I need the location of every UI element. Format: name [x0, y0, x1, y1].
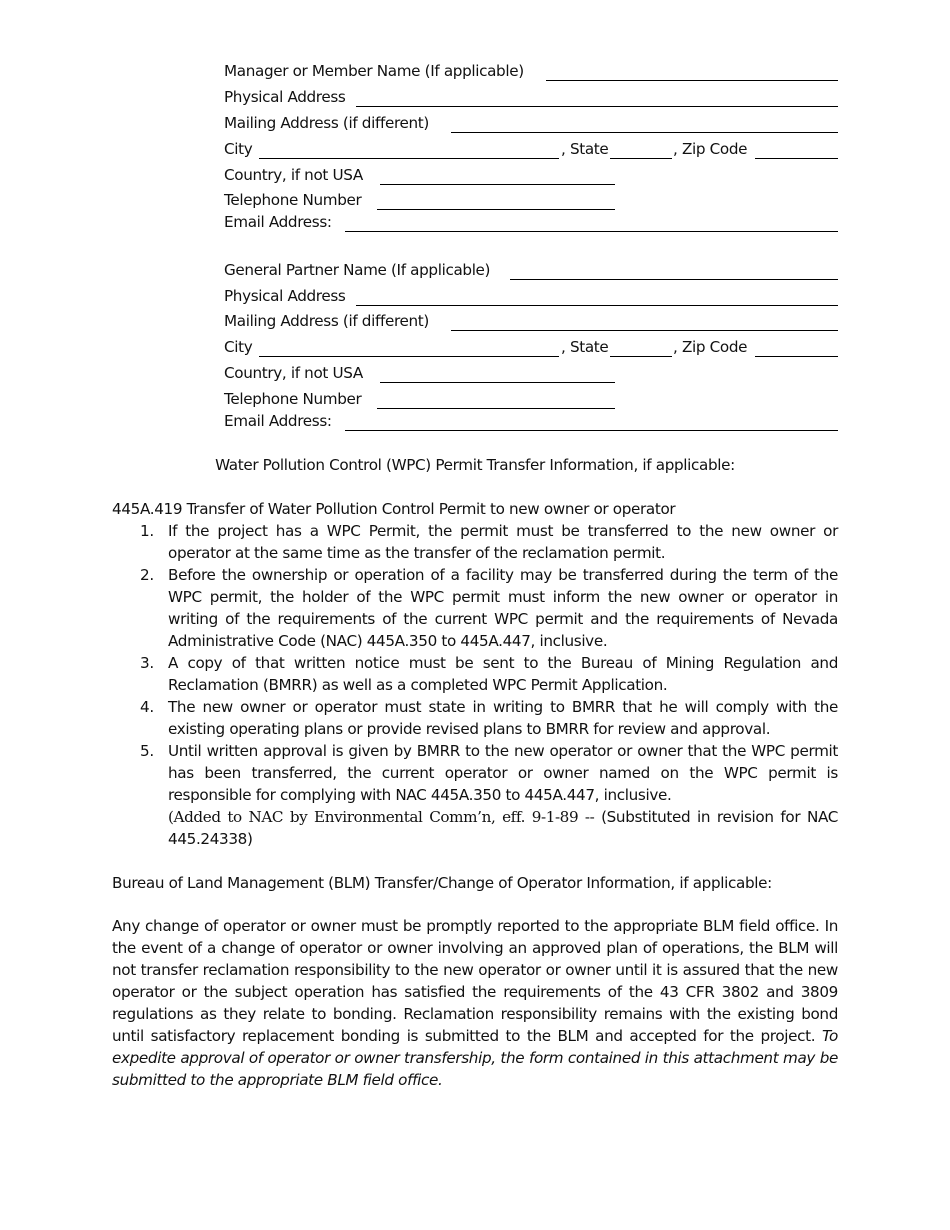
- partner-name-label: General Partner Name (If applicable): [224, 261, 491, 279]
- wpc-section-title: 445A.419 Transfer of Water Pollution Control Permit to new owner or operator: [112, 500, 676, 518]
- manager-zip-label: , Zip Code: [673, 140, 748, 158]
- list-item-number: 1.: [140, 522, 154, 540]
- partner-mailing-address-label: Mailing Address (if different): [224, 312, 429, 330]
- manager-telephone-label: Telephone Number: [224, 191, 362, 209]
- list-item: [112, 520, 838, 564]
- manager-physical-address-field[interactable]: [356, 106, 838, 107]
- partner-email-field[interactable]: [345, 430, 838, 431]
- manager-city-label: City: [224, 140, 253, 158]
- list-item-number: 4.: [140, 698, 154, 716]
- manager-state-field[interactable]: [610, 158, 672, 159]
- list-item: [112, 652, 838, 696]
- list-item-text: A copy of that written notice must be sent to the Bureau of Mining Regulation and Reclamation (BMRR) as well as a completed WPC Permit Application.: [168, 654, 838, 694]
- list-item: [112, 696, 838, 740]
- partner-country-label: Country, if not USA: [224, 364, 363, 382]
- partner-city-field[interactable]: [259, 356, 559, 357]
- list-item-text: Before the ownership or operation of a facility may be transferred during the term of the WPC permit, the holder of the WPC permit must inform the new owner or operator in writing of the requirements of the current WPC permit and the requirements of Nevada Administrative Code (NAC) 445A.350 to 445A.447, inclusive.: [168, 566, 838, 650]
- blm-paragraph-italic: To expedite approval of operator or owner transfership, the form contained in this attachment may be submitted to the appropriate BLM field office.: [112, 1027, 838, 1089]
- list-item-text: Until written approval is given by BMRR to the new operator or owner that the WPC permit has been transferred, the current operator or owner named on the WPC permit is responsible for complying with NAC 445A.350 to 445A.447, inclusive.: [168, 742, 838, 804]
- list-item-number: 2.: [140, 566, 154, 584]
- partner-telephone-field[interactable]: [377, 408, 615, 409]
- partner-state-field[interactable]: [610, 356, 672, 357]
- list-item-text: If the project has a WPC Permit, the permit must be transferred to the new owner or operator at the same time as the transfer of the reclamation permit.: [168, 522, 838, 562]
- manager-name-label: Manager or Member Name (If applicable): [224, 62, 524, 80]
- partner-city-label: City: [224, 338, 253, 356]
- manager-country-label: Country, if not USA: [224, 166, 363, 184]
- partner-mailing-address-field[interactable]: [451, 330, 838, 331]
- blm-paragraph-text: Any change of operator or owner must be promptly reported to the appropriate BLM field office. In the event of a change of operator or owner involving an approved plan of operations, the BLM will not transfer reclamation responsibility to the new operator or owner until it is assured that the new operator or the subject operation has satisfied the requirements of the 43 CFR 3802 and 3809 regulations as they relate to bonding. Reclamation responsibility remains with the existing bond until satisfactory replacement bonding is submitted to the BLM and accepted for the project.: [112, 917, 838, 1045]
- wpc-requirements-list: [112, 520, 838, 850]
- manager-country-field[interactable]: [380, 184, 615, 185]
- list-item-text: The new owner or operator must state in writing to BMRR that he will comply with the existing operating plans or provide revised plans to BMRR for review and approval.: [168, 698, 838, 738]
- manager-mailing-address-label: Mailing Address (if different): [224, 114, 429, 132]
- manager-physical-address-label: Physical Address: [224, 88, 346, 106]
- manager-city-field[interactable]: [259, 158, 559, 159]
- manager-telephone-field[interactable]: [377, 209, 615, 210]
- manager-email-field[interactable]: [345, 231, 838, 232]
- partner-state-label: , State: [561, 338, 609, 356]
- citation-note: [168, 806, 838, 850]
- partner-physical-address-label: Physical Address: [224, 287, 346, 305]
- partner-zip-field[interactable]: [755, 356, 838, 357]
- wpc-heading: Water Pollution Control (WPC) Permit Transfer Information, if applicable:: [215, 456, 735, 474]
- list-item-number: 5.: [140, 742, 154, 760]
- partner-zip-label: , Zip Code: [673, 338, 748, 356]
- manager-name-field[interactable]: [546, 80, 838, 81]
- citation-serif: (Added to NAC by Environmental Comm’n, eff. 9-1-89 --: [168, 808, 602, 826]
- list-item-number: 3.: [140, 654, 154, 672]
- list-item: [112, 564, 838, 652]
- citation-tail: (Substituted in revision for NAC 445.24338): [168, 808, 838, 848]
- manager-mailing-address-field[interactable]: [451, 132, 838, 133]
- partner-telephone-label: Telephone Number: [224, 390, 362, 408]
- list-item: [112, 740, 838, 850]
- partner-email-label: Email Address:: [224, 412, 332, 430]
- manager-email-label: Email Address:: [224, 213, 332, 231]
- partner-name-field[interactable]: [510, 279, 838, 280]
- partner-physical-address-field[interactable]: [356, 305, 838, 306]
- blm-paragraph: [112, 915, 838, 1091]
- manager-zip-field[interactable]: [755, 158, 838, 159]
- partner-country-field[interactable]: [380, 382, 615, 383]
- blm-heading: Bureau of Land Management (BLM) Transfer/Change of Operator Information, if applicable:: [112, 874, 772, 892]
- manager-state-label: , State: [561, 140, 609, 158]
